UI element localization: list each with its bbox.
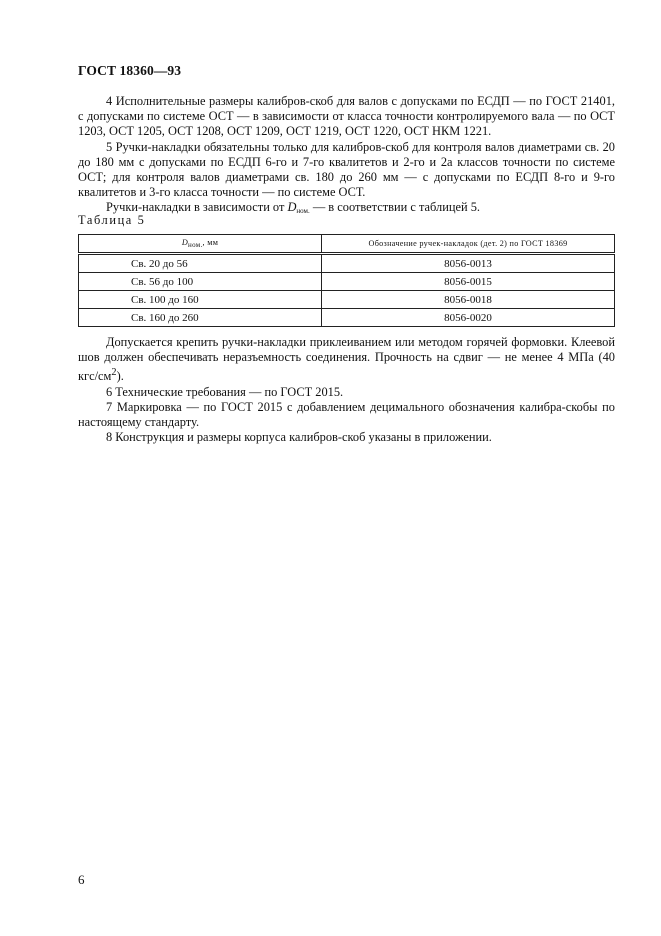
table-cell-code: 8056-0015 xyxy=(322,273,615,291)
paragraph-glue-end: ). xyxy=(116,369,124,384)
table-cell-code: 8056-0018 xyxy=(322,291,615,309)
table-cell-code: 8056-0013 xyxy=(322,254,615,273)
paragraph-6: 6 Технические требования — по ГОСТ 2015. xyxy=(106,384,344,399)
header-dnom-letter: D xyxy=(181,238,189,247)
table-header-designation: Обозначение ручек-накладок (дет. 2) по ГОСТ 18369 xyxy=(322,235,615,254)
table-row xyxy=(79,309,615,327)
table-header-diameter xyxy=(79,235,322,254)
dnom-subscript: ном. xyxy=(296,207,310,216)
header-dnom-subscript: ном. xyxy=(188,241,203,249)
paragraph-7: 7 Маркировка — по ГОСТ 2015 с добавлением децимального обозначения калибра-скобы по настоящему стандарту. xyxy=(78,399,615,430)
table-cell-range: Св. 160 до 260 xyxy=(79,309,322,327)
table-cell-range: Св. 56 до 100 xyxy=(79,273,322,291)
table-row xyxy=(79,291,615,309)
document-header: ГОСТ 18360—93 xyxy=(78,63,182,78)
paragraph-glue xyxy=(78,335,615,385)
table-caption: Таблица 5 xyxy=(78,213,146,227)
dnom-letter: D xyxy=(287,200,297,215)
paragraph-8: 8 Конструкция и размеры корпуса калибров-скоб указаны в приложении. xyxy=(106,430,492,445)
paragraph-glue-text: Допускается крепить ручки-накладки приклеиванием или методом горячей формовки. Клеевой шов должен обеспечивать неразъемность соединения. Прочность на сдвиг — не менее 4 МПа (40 кгс/см xyxy=(78,335,615,384)
dnom-symbol xyxy=(287,200,309,214)
table-cell-range: Св. 20 до 56 xyxy=(79,254,322,273)
paragraph-glue-sup: 2 xyxy=(111,367,117,379)
table-row xyxy=(79,254,615,273)
paragraph-dnom xyxy=(78,200,615,219)
table-5 xyxy=(78,234,615,327)
paragraph-5: 5 Ручки-накладки обязательны только для калибров-скоб для контроля валов диаметрами св. 20 до 180 мм с допусками по ЕСДП 6-го и 7-го квалитетов и 2-го и 2а классов точности по системе ОСТ; для контроля валов диаметрами св. 180 до 260 мм — с допусками по ЕСДП 8-го и 9-го квалитетов и 3-го класса точности — по системе ОСТ. xyxy=(78,139,615,200)
paragraph-4: 4 Исполнительные размеры калибров-скоб для валов с допусками по ЕСДП — по ГОСТ 21401, с допусками по системе ОСТ — в зависимости от класса точности контролируемого вала — по ОСТ 1203, ОСТ 1205, ОСТ 1208, ОСТ 1209, ОСТ 1219, ОСТ 1220, ОСТ НКМ 1221. xyxy=(78,94,615,139)
header-dnom-symbol xyxy=(182,238,203,247)
paragraph-dnom-before: Ручки-накладки в зависимости от xyxy=(106,200,288,215)
table-row xyxy=(79,273,615,291)
table-cell-code: 8056-0020 xyxy=(322,309,615,327)
body-top xyxy=(78,94,615,220)
page-number: 6 xyxy=(78,872,85,887)
header-unit: , мм xyxy=(202,238,219,247)
table-cell-range: Св. 100 до 160 xyxy=(79,291,322,309)
paragraph-dnom-after: — в соответствии с таблицей 5. xyxy=(309,200,480,215)
body-bottom xyxy=(78,335,615,446)
